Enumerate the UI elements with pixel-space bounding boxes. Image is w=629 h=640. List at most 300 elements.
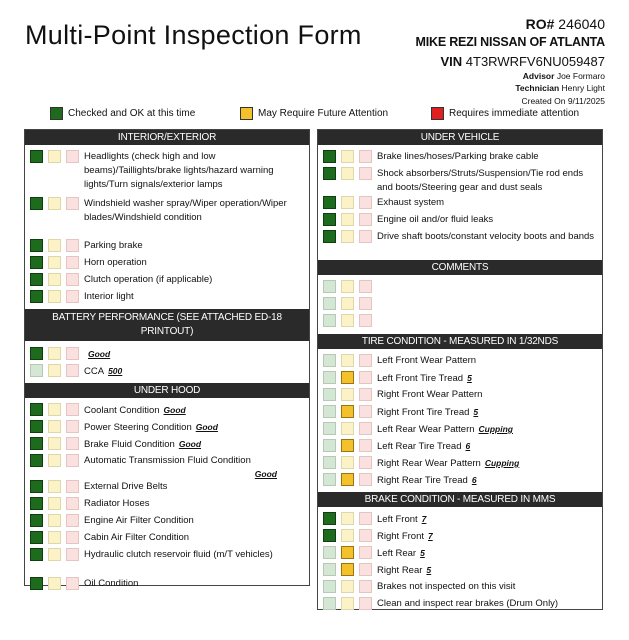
item-text bbox=[377, 422, 598, 437]
red-status-checkbox[interactable] bbox=[359, 230, 372, 243]
green-status-checkbox[interactable] bbox=[30, 548, 43, 561]
status-boxes bbox=[323, 580, 377, 593]
red-status-checkbox[interactable] bbox=[66, 437, 79, 450]
status-boxes bbox=[323, 563, 377, 576]
item-text bbox=[84, 531, 305, 545]
green-status-checkbox[interactable] bbox=[323, 597, 336, 610]
green-status-checkbox[interactable] bbox=[30, 364, 43, 377]
yellow-status-checkbox[interactable] bbox=[48, 548, 61, 561]
status-boxes bbox=[30, 273, 84, 286]
yellow-status-checkbox[interactable] bbox=[48, 531, 61, 544]
red-status-checkbox[interactable] bbox=[359, 563, 372, 576]
yellow-status-checkbox[interactable] bbox=[48, 420, 61, 433]
status-boxes bbox=[323, 597, 377, 610]
inspection-row bbox=[25, 197, 309, 239]
section-under-vehicle bbox=[318, 150, 602, 259]
section-header-under-vehicle: UNDER VEHICLE bbox=[318, 130, 602, 145]
yellow-status-checkbox[interactable] bbox=[48, 497, 61, 510]
item-label: Left Front bbox=[377, 514, 418, 525]
green-status-checkbox[interactable] bbox=[30, 514, 43, 527]
green-status-checkbox[interactable] bbox=[323, 314, 336, 327]
status-boxes bbox=[323, 456, 377, 469]
vin-value: 4T3RWRFV6NU059487 bbox=[465, 53, 605, 69]
item-text bbox=[377, 512, 598, 527]
yellow-status-checkbox[interactable] bbox=[341, 196, 354, 209]
green-status-checkbox[interactable] bbox=[323, 512, 336, 525]
green-status-checkbox[interactable] bbox=[30, 150, 43, 163]
yellow-status-checkbox[interactable] bbox=[48, 197, 61, 210]
yellow-status-checkbox[interactable] bbox=[48, 150, 61, 163]
left-column bbox=[24, 129, 310, 589]
item-label: Engine oil and/or fluid leaks bbox=[377, 214, 494, 225]
red-status-checkbox[interactable] bbox=[66, 150, 79, 163]
yellow-status-checkbox[interactable] bbox=[48, 437, 61, 450]
green-status-checkbox[interactable] bbox=[323, 150, 336, 163]
yellow-status-checkbox[interactable] bbox=[48, 256, 61, 269]
item-label: Shock absorbers/Struts/Suspension/Tie rod ends and boots/Steering gear and dust seals bbox=[377, 168, 584, 193]
status-boxes bbox=[30, 437, 84, 450]
yellow-status-checkbox[interactable] bbox=[48, 514, 61, 527]
green-status-checkbox[interactable] bbox=[30, 480, 43, 493]
status-boxes bbox=[323, 196, 377, 209]
created-label: Created On bbox=[521, 95, 566, 106]
item-value: Good bbox=[163, 405, 186, 415]
inspection-row bbox=[25, 454, 309, 480]
status-boxes bbox=[30, 514, 84, 527]
item-label: Right Rear bbox=[377, 565, 423, 576]
status-boxes bbox=[323, 405, 377, 418]
inspection-row bbox=[318, 405, 602, 422]
inspection-row bbox=[25, 480, 309, 497]
yellow-status-checkbox[interactable] bbox=[48, 403, 61, 416]
item-text bbox=[84, 480, 305, 494]
green-status-checkbox[interactable] bbox=[323, 196, 336, 209]
green-status-checkbox[interactable] bbox=[30, 273, 43, 286]
green-status-checkbox[interactable] bbox=[30, 403, 43, 416]
green-status-checkbox[interactable] bbox=[323, 563, 336, 576]
item-label: Left Front Tire Tread bbox=[377, 373, 464, 384]
yellow-status-checkbox[interactable] bbox=[341, 439, 354, 452]
item-text bbox=[84, 150, 305, 192]
item-text bbox=[377, 167, 598, 195]
item-label: Left Rear Tire Tread bbox=[377, 441, 462, 452]
inspection-row bbox=[318, 439, 602, 456]
red-status-checkbox[interactable] bbox=[66, 514, 79, 527]
item-label: Horn operation bbox=[84, 257, 147, 268]
inspection-row bbox=[318, 529, 602, 546]
item-label: Clean and inspect rear brakes (Drum Only) bbox=[377, 598, 559, 609]
section-header-tires: TIRE CONDITION - MEASURED IN 1/32NDS bbox=[318, 334, 602, 349]
yellow-status-checkbox[interactable] bbox=[341, 422, 354, 435]
item-value: Good bbox=[88, 349, 111, 359]
comment-row bbox=[318, 297, 602, 314]
status-boxes bbox=[323, 230, 377, 243]
inspection-row bbox=[318, 371, 602, 388]
inspection-row bbox=[318, 456, 602, 473]
inspection-row bbox=[25, 256, 309, 273]
inspection-row bbox=[318, 388, 602, 405]
advisor bbox=[416, 72, 606, 81]
status-boxes bbox=[30, 577, 84, 590]
red-status-checkbox[interactable] bbox=[359, 546, 372, 559]
status-boxes bbox=[30, 197, 84, 210]
status-boxes bbox=[30, 256, 84, 269]
legend-green bbox=[50, 107, 195, 120]
inspection-row bbox=[25, 347, 309, 364]
status-boxes bbox=[323, 388, 377, 401]
inspection-row bbox=[318, 196, 602, 213]
item-value: 7 bbox=[428, 531, 433, 541]
inspection-row bbox=[318, 354, 602, 371]
inspection-row bbox=[318, 213, 602, 230]
inspection-row bbox=[25, 437, 309, 454]
green-status-checkbox[interactable] bbox=[30, 454, 43, 467]
section-header-under-hood: UNDER HOOD bbox=[25, 383, 309, 398]
item-text bbox=[377, 563, 598, 578]
red-status-checkbox[interactable] bbox=[66, 347, 79, 360]
item-label: Right Front bbox=[377, 531, 424, 542]
yellow-status-checkbox[interactable] bbox=[341, 473, 354, 486]
green-status-checkbox[interactable] bbox=[323, 230, 336, 243]
red-status-checkbox[interactable] bbox=[66, 454, 79, 467]
red-status-checkbox[interactable] bbox=[66, 497, 79, 510]
item-label: Coolant Condition bbox=[84, 405, 160, 416]
item-text bbox=[84, 577, 305, 591]
item-text bbox=[84, 548, 305, 562]
red-status-checkbox[interactable] bbox=[66, 364, 79, 377]
green-status-checkbox[interactable] bbox=[323, 213, 336, 226]
red-status-checkbox[interactable] bbox=[359, 405, 372, 418]
inspection-row bbox=[25, 273, 309, 290]
item-label: Right Front Wear Pattern bbox=[377, 389, 483, 400]
status-boxes bbox=[30, 150, 84, 163]
red-status-checkbox[interactable] bbox=[66, 256, 79, 269]
red-status-checkbox[interactable] bbox=[359, 388, 372, 401]
yellow-status-checkbox[interactable] bbox=[341, 597, 354, 610]
form-title: Multi-Point Inspection Form bbox=[25, 20, 362, 50]
item-text bbox=[377, 456, 598, 471]
status-boxes bbox=[30, 364, 84, 377]
red-status-checkbox[interactable] bbox=[359, 473, 372, 486]
status-boxes bbox=[30, 290, 84, 303]
green-status-checkbox[interactable] bbox=[323, 456, 336, 469]
status-boxes bbox=[323, 546, 377, 559]
item-text bbox=[84, 197, 305, 225]
inspection-row bbox=[25, 150, 309, 197]
vin-label: VIN bbox=[440, 53, 463, 69]
section-battery bbox=[25, 347, 309, 381]
item-label: Automatic Transmission Fluid Condition bbox=[84, 455, 251, 466]
section-under-hood bbox=[25, 403, 309, 594]
status-boxes bbox=[323, 297, 377, 310]
red-status-checkbox[interactable] bbox=[359, 597, 372, 610]
item-text bbox=[84, 347, 305, 362]
technician bbox=[416, 84, 606, 93]
status-boxes bbox=[323, 150, 377, 163]
item-value: Good bbox=[254, 469, 277, 479]
red-status-checkbox[interactable] bbox=[66, 420, 79, 433]
item-text bbox=[377, 405, 598, 420]
red-status-checkbox[interactable] bbox=[359, 297, 372, 310]
technician-label: Technician bbox=[515, 83, 560, 93]
green-status-checkbox[interactable] bbox=[323, 422, 336, 435]
yellow-status-checkbox[interactable] bbox=[341, 512, 354, 525]
status-boxes bbox=[323, 439, 377, 452]
item-value: Good bbox=[195, 422, 218, 432]
item-label: Drive shaft boots/constant velocity boots and bands bbox=[377, 231, 595, 242]
yellow-status-checkbox[interactable] bbox=[48, 347, 61, 360]
item-text bbox=[377, 546, 598, 561]
item-text bbox=[377, 196, 598, 210]
red-status-checkbox[interactable] bbox=[359, 422, 372, 435]
yellow-status-checkbox[interactable] bbox=[341, 388, 354, 401]
item-label: Radiator Hoses bbox=[84, 498, 150, 509]
item-text bbox=[84, 454, 305, 479]
item-text bbox=[377, 597, 598, 611]
red-status-checkbox[interactable] bbox=[66, 480, 79, 493]
inspection-row bbox=[25, 497, 309, 514]
item-value: Good bbox=[178, 439, 202, 449]
status-boxes bbox=[30, 480, 84, 493]
legend-yellow-label: May Require Future Attention bbox=[258, 108, 389, 119]
item-label: External Drive Belts bbox=[84, 481, 168, 492]
item-label: Cabin Air Filter Condition bbox=[84, 532, 190, 543]
red-status-checkbox[interactable] bbox=[66, 273, 79, 286]
green-status-checkbox[interactable] bbox=[323, 354, 336, 367]
green-status-checkbox[interactable] bbox=[30, 531, 43, 544]
section-header-comments: COMMENTS bbox=[318, 260, 602, 275]
inspection-row bbox=[25, 420, 309, 437]
green-status-checkbox[interactable] bbox=[323, 580, 336, 593]
item-label: Parking brake bbox=[84, 240, 143, 251]
red-status-checkbox[interactable] bbox=[359, 512, 372, 525]
red-swatch-icon bbox=[431, 107, 444, 120]
yellow-status-checkbox[interactable] bbox=[341, 354, 354, 367]
red-status-checkbox[interactable] bbox=[359, 456, 372, 469]
yellow-status-checkbox[interactable] bbox=[341, 563, 354, 576]
item-text bbox=[84, 273, 305, 287]
item-text bbox=[377, 371, 598, 386]
yellow-status-checkbox[interactable] bbox=[341, 314, 354, 327]
inspection-row bbox=[25, 531, 309, 548]
inspection-row bbox=[25, 577, 309, 594]
green-status-checkbox[interactable] bbox=[30, 577, 43, 590]
item-text bbox=[377, 213, 598, 227]
legend-red-label: Requires immediate attention bbox=[449, 108, 580, 119]
red-status-checkbox[interactable] bbox=[359, 213, 372, 226]
section-interior bbox=[25, 150, 309, 307]
green-status-checkbox[interactable] bbox=[30, 197, 43, 210]
red-status-checkbox[interactable] bbox=[66, 577, 79, 590]
green-status-checkbox[interactable] bbox=[30, 420, 43, 433]
item-text bbox=[84, 437, 305, 452]
red-status-checkbox[interactable] bbox=[359, 580, 372, 593]
yellow-status-checkbox[interactable] bbox=[341, 167, 354, 180]
inspection-row bbox=[318, 150, 602, 167]
item-value: 5 bbox=[473, 407, 479, 417]
yellow-status-checkbox[interactable] bbox=[341, 371, 354, 384]
yellow-status-checkbox[interactable] bbox=[341, 297, 354, 310]
status-boxes bbox=[323, 529, 377, 542]
red-status-checkbox[interactable] bbox=[66, 197, 79, 210]
item-label: Right Front Tire Tread bbox=[377, 407, 470, 418]
inspection-row bbox=[318, 230, 602, 259]
item-value: 6 bbox=[465, 441, 471, 451]
yellow-swatch-icon bbox=[240, 107, 253, 120]
item-value: Cupping bbox=[478, 424, 513, 434]
section-header-brakes: BRAKE CONDITION - MEASURED IN MMS bbox=[318, 492, 602, 507]
red-status-checkbox[interactable] bbox=[359, 196, 372, 209]
item-label: Brake lines/hoses/Parking brake cable bbox=[377, 151, 539, 162]
yellow-status-checkbox[interactable] bbox=[341, 230, 354, 243]
yellow-status-checkbox[interactable] bbox=[341, 405, 354, 418]
red-status-checkbox[interactable] bbox=[359, 314, 372, 327]
yellow-status-checkbox[interactable] bbox=[341, 456, 354, 469]
inspection-row bbox=[25, 364, 309, 381]
item-label: Exhaust system bbox=[377, 197, 445, 208]
item-value: 7 bbox=[421, 514, 427, 524]
status-boxes bbox=[323, 512, 377, 525]
yellow-status-checkbox[interactable] bbox=[341, 280, 354, 293]
yellow-status-checkbox[interactable] bbox=[48, 454, 61, 467]
vin bbox=[416, 55, 606, 68]
item-label: Left Rear Wear Pattern bbox=[377, 424, 475, 435]
form-header bbox=[416, 17, 606, 105]
ro-label: RO# bbox=[525, 16, 555, 32]
section-brakes bbox=[318, 512, 602, 614]
status-boxes bbox=[323, 422, 377, 435]
section-header-interior: INTERIOR/EXTERIOR bbox=[25, 130, 309, 145]
item-label: Right Rear Wear Pattern bbox=[377, 458, 481, 469]
yellow-status-checkbox[interactable] bbox=[48, 480, 61, 493]
ro-value: 246040 bbox=[558, 16, 605, 32]
inspection-row bbox=[25, 514, 309, 531]
red-status-checkbox[interactable] bbox=[66, 548, 79, 561]
green-status-checkbox[interactable] bbox=[30, 347, 43, 360]
red-status-checkbox[interactable] bbox=[359, 529, 372, 542]
item-text bbox=[84, 290, 305, 304]
inspection-row bbox=[318, 422, 602, 439]
green-status-checkbox[interactable] bbox=[30, 497, 43, 510]
item-label: Power Steering Condition bbox=[84, 422, 192, 433]
advisor-value: Joe Formaro bbox=[556, 70, 605, 81]
inspection-row bbox=[25, 239, 309, 256]
red-status-checkbox[interactable] bbox=[66, 403, 79, 416]
red-status-checkbox[interactable] bbox=[66, 531, 79, 544]
item-label: Hydraulic clutch reservoir fluid (m/T vehicles) bbox=[84, 549, 273, 560]
inspection-row bbox=[25, 403, 309, 420]
inspection-row bbox=[25, 548, 309, 577]
yellow-status-checkbox[interactable] bbox=[48, 239, 61, 252]
green-status-checkbox[interactable] bbox=[323, 529, 336, 542]
inspection-row bbox=[25, 290, 309, 307]
green-status-checkbox[interactable] bbox=[323, 473, 336, 486]
status-boxes bbox=[323, 354, 377, 367]
item-value: Cupping bbox=[484, 458, 520, 468]
red-status-checkbox[interactable] bbox=[359, 371, 372, 384]
red-status-checkbox[interactable] bbox=[359, 167, 372, 180]
status-boxes bbox=[323, 167, 377, 180]
item-text bbox=[377, 439, 598, 454]
yellow-status-checkbox[interactable] bbox=[341, 580, 354, 593]
red-status-checkbox[interactable] bbox=[359, 280, 372, 293]
item-label: CCA bbox=[84, 366, 105, 377]
red-status-checkbox[interactable] bbox=[66, 290, 79, 303]
item-label: Headlights (check high and low beams)/Taillights/brake lights/hazard warning lights/Turn signals/exterior lamps bbox=[84, 151, 274, 190]
red-status-checkbox[interactable] bbox=[359, 150, 372, 163]
advisor-label: Advisor bbox=[522, 70, 555, 81]
green-status-checkbox[interactable] bbox=[323, 388, 336, 401]
item-label: Windshield washer spray/Wiper operation/Wiper blades/Windshield condition bbox=[84, 198, 287, 223]
red-status-checkbox[interactable] bbox=[66, 239, 79, 252]
green-status-checkbox[interactable] bbox=[30, 290, 43, 303]
item-text bbox=[377, 230, 598, 244]
status-boxes bbox=[30, 531, 84, 544]
green-status-checkbox[interactable] bbox=[323, 297, 336, 310]
yellow-status-checkbox[interactable] bbox=[341, 150, 354, 163]
green-status-checkbox[interactable] bbox=[323, 167, 336, 180]
green-status-checkbox[interactable] bbox=[30, 437, 43, 450]
item-text bbox=[84, 364, 305, 379]
yellow-status-checkbox[interactable] bbox=[48, 577, 61, 590]
green-status-checkbox[interactable] bbox=[323, 371, 336, 384]
green-status-checkbox[interactable] bbox=[323, 405, 336, 418]
status-boxes bbox=[30, 239, 84, 252]
dealer-name: MIKE REZI NISSAN OF ATLANTA bbox=[415, 35, 605, 49]
section-comments bbox=[318, 280, 602, 331]
ro-number bbox=[416, 17, 606, 31]
item-value: 6 bbox=[471, 475, 477, 485]
green-status-checkbox[interactable] bbox=[323, 280, 336, 293]
item-text bbox=[84, 239, 305, 253]
status-boxes bbox=[323, 314, 377, 327]
yellow-status-checkbox[interactable] bbox=[48, 290, 61, 303]
legend-green-label: Checked and OK at this time bbox=[68, 108, 196, 119]
item-text bbox=[377, 388, 598, 402]
item-text bbox=[377, 150, 598, 164]
red-status-checkbox[interactable] bbox=[359, 439, 372, 452]
technician-value: Henry Light bbox=[561, 83, 605, 93]
green-status-checkbox[interactable] bbox=[30, 239, 43, 252]
item-text bbox=[84, 420, 305, 435]
item-text bbox=[377, 580, 598, 594]
item-label: Brake Fluid Condition bbox=[84, 439, 175, 450]
item-text bbox=[377, 354, 598, 368]
inspection-row bbox=[318, 546, 602, 563]
inspection-row bbox=[318, 167, 602, 196]
item-value: 5 bbox=[426, 565, 432, 575]
item-text bbox=[84, 497, 305, 511]
legend bbox=[50, 107, 590, 123]
item-text bbox=[84, 256, 305, 270]
inspection-row bbox=[318, 473, 602, 490]
green-status-checkbox[interactable] bbox=[30, 256, 43, 269]
yellow-status-checkbox[interactable] bbox=[48, 273, 61, 286]
yellow-status-checkbox[interactable] bbox=[48, 364, 61, 377]
comment-row bbox=[318, 280, 602, 297]
item-label: Left Front Wear Pattern bbox=[377, 355, 477, 366]
item-text bbox=[377, 473, 598, 488]
yellow-status-checkbox[interactable] bbox=[341, 529, 354, 542]
status-boxes bbox=[30, 403, 84, 416]
green-status-checkbox[interactable] bbox=[323, 439, 336, 452]
green-status-checkbox[interactable] bbox=[323, 546, 336, 559]
item-text bbox=[84, 514, 305, 528]
item-label: Interior light bbox=[84, 291, 134, 302]
yellow-status-checkbox[interactable] bbox=[341, 213, 354, 226]
red-status-checkbox[interactable] bbox=[359, 354, 372, 367]
yellow-status-checkbox[interactable] bbox=[341, 546, 354, 559]
